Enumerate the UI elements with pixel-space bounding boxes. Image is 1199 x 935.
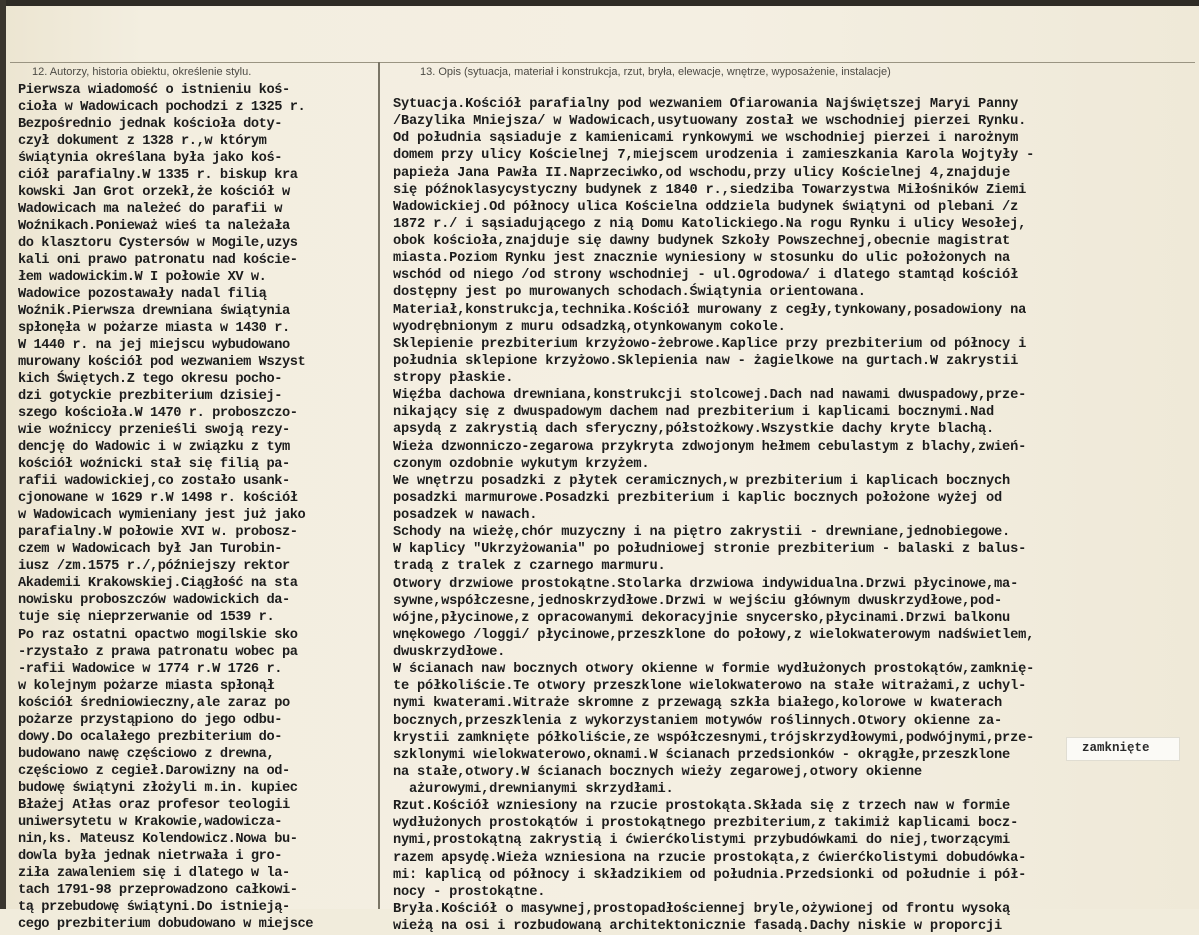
header-divider xyxy=(10,62,1195,63)
column-divider xyxy=(378,62,380,909)
history-text: Pierwsza wiadomość o istnieniu koś- cioła w Wadowicach pochodzi z 1325 r. Bezpośrednio jednak kościoła doty- czył dokument z 1328 r.,w którym świątynia określana była jako koś- ciół parafialny.W 1335 r. biskup kra kowski Jan Grot orzekł,że kościół w Wadowicach ma należeć do parafii w Woźnikach.Ponieważ wieś ta należała do klasztoru Cystersów w Mogile,uzys kali oni prawo patronatu nad koście- łem wadowickim.W I połowie XV w. Wadowice pozostawały nadal filią Woźnik.Pierwsza drewniana świątynia spłonęła w pożarze miasta w 1430 r. W 1440 r. na jej miejscu wybudowano murowany kościół pod wezwaniem Wszyst kich Świętych.Z tego okresu pocho- dzi gotyckie prezbiterium dzisiej- szego kościoła.W 1470 r. proboszczo- wie woźniccy przenieśli swoją rezy- dencję do Wadowic i w związku z tym kościół woźnicki stał się filią pa- rafii wadowickiej,co zostało usank- cjonowane w 1629 r.W 1498 r. kościół w Wadowicach wymieniany jest już jako parafialny.W połowie XVI w. probosz- czem w Wadowicach był Jan Turobin- iusz /zm.1575 r./,późniejszy rektor Akademii Krakowskiej.Ciągłość na sta nowisku proboszczów wadowickich da- tuje się nieprzerwanie od 1539 r. Po raz ostatni opactwo mogilskie sko -rzystało z prawa patronatu wobec pa -rafii Wadowice w 1774 r.W 1726 r. w kolejnym pożarze miasta spłonął kościół średniowieczny,ale zaraz po pożarze przystąpiono do jego odbu- dowy.Do ocalałego prezbiterium do- budowano nawę częściowo z drewna, częściowo z cegieł.Darowizny na od- budowę świątyni złożyli m.in. kupiec Błażej Atłas oraz profesor teologii uniwersytetu w Krakowie,wadowicza- nin,ks. Mateusz Kolendowicz.Nowa bu- dowla była jednak nietrwała i gro- ziła zawaleniem się i dlatego w la- tach 1791-98 przeprowadzono całkowi- tą przebudowę świątyni.Do istnieją- cego prezbiterium dobudowano w miejsce xyxy=(18,83,314,932)
scan-edge-top xyxy=(0,0,1199,6)
description-text: Sytuacja.Kościół parafialny pod wezwaniem Ofiarowania Najświętszej Maryi Panny /Bazylika Mniejsza/ w Wadowicach,usytuowany został we wschodniej pierzei Rynku. Od południa sąsiaduje z kamienicami rynkowymi we wschodniej pierzei i narożnym domem przy ulicy Kościelnej 7,miejscem urodzenia i zamieszkania Karola Wojtyły - papieża Jana Pawła II.Naprzeciwko,od wschodu,przy ulicy Kościelnej 4,znajduje się późnoklasycystyczny budynek z 1840 r.,siedziba Towarzystwa Miłośników Ziemi Wadowickiej.Od północy ulica Kościelna oddziela budynek świątyni od plebani /z 1872 r./ i sąsiadującego z nią Domu Katolickiego.Na rogu Rynku i ulicy Wesołej, obok kościoła,znajduje się dawny budynek Szkoły Powszechnej,obecnie magistrat miasta.Poziom Rynku jest znacznie wyniesiony w stosunku do ulic położonych na wschód od niego /od strony wschodniej - ul.Ogrodowa/ i dlatego stamtąd kościół dostępny jest po murowanych schodach.Świątynia orientowana. Materiał,konstrukcja,technika.Kościół murowany z cegły,tynkowany,posadowiony na wyodrębnionym z muru odsadzką,otynkowanym cokole. Sklepienie prezbiterium krzyżowo-żebrowe.Kaplice przy prezbiterium od północy i południa sklepione krzyżowo.Sklepienia naw - żagielkowe na gurtach.W zakrystii stropy płaskie. Więźba dachowa drewniana,konstrukcji stolcowej.Dach nad nawami dwuspadowy,prze- nikający się z dwuspadowym dachem nad prezbiterium i kaplicami bocznymi.Nad apsydą z zakrystią dach sferyczny,półstożkowy.Wszystkie dachy kryte blachą. Wieża dzwonniczo-zegarowa przykryta zdwojonym hełmem cebulastym z blachy,zwień- czonym ozdobnie wykutym krzyżem. We wnętrzu posadzki z płytek ceramicznych,w prezbiterium i kaplicach bocznych posadzki marmurowe.Posadzki prezbiterium i kaplic bocznych położone wyżej od posadzek w nawach. Schody na wieżę,chór muzyczny i na piętro zakrystii - drewniane,jednobiegowe. W kaplicy "Ukrzyżowania" po południowej stronie prezbiterium - balaski z balus- tradą z tralek z czarnego marmuru. Otwory drzwiowe prostokątne.Stolarka drzwiowa indywidualna.Drzwi płycinowe,ma- sywne,współczesne,jednoskrzydłowe.Drzwi w wejściu głównym dwuskrzydłowe,pod- wójne,płycinowe,z opracowanymi dekoracyjnie snycersko,płycinami.Drzwi balkonu wnękowego /loggi/ płycinowe,przeszklone do połowy,z wielokwaterowym nadświetlem, dwuskrzydłowe. W ścianach naw bocznych otwory okienne w formie wydłużonych prostokątów,zamknię- te półkoliście.Te otwory przeszklone wielokwaterowo na stałe witrażami,z uchyl- nymi kwaterami.Witraże skromne z przewagą szkła białego,kolorowe w kwaterach bocznych,przeszklenia z wykorzystaniem motywów roślinnych.Otwory okienne za- krystii zamknięte półkoliście,ze współczesnymi,trójskrzydłowymi,podwójnymi,prze- szklonymi wielokwaterowo,oknami.W ścianach przedsionków - okrągłe,przeszklone na stałe,otwory.W ścianach bocznych wieży zegarowej,otwory okienne ażurowymi,drewnianymi skrzydłami. Rzut.Kościół wzniesiony na rzucie prostokąta.Składa się z trzech naw w formie wydłużonych prostokątów i prostokątnego prezbiterium,z takimiż kaplicami bocz- nymi,prostokątną zakrystią i ćwierćkolistymi przybudówkami do niej,tworzącymi razem apsydę.Wieża wzniesiona na rzucie prostokąta,z ćwierćkolistymi dobudówka- mi: kaplicą od północy i składzikiem od południa.Przedsionki od południe i pół- nocy - prostokątne. Bryła.Kościół o masywnej,prostopadłościennej bryle,ożywionej od frontu wysoką wieżą na osi i rozbudowaną architektonicznie fasadą.Dachy niskie w proporcji xyxy=(393,97,1035,934)
section-12-header: 12. Autorzy, historia obiektu, określenie stylu. xyxy=(32,66,252,78)
correction-patch-text: zamknięte xyxy=(1082,741,1150,755)
scan-edge-left xyxy=(0,0,6,909)
section-13-header: 13. Opis (sytuacja, materiał i konstrukcja, rzut, bryła, elewacje, wnętrze, wyposażenie, instalacje) xyxy=(420,66,891,78)
